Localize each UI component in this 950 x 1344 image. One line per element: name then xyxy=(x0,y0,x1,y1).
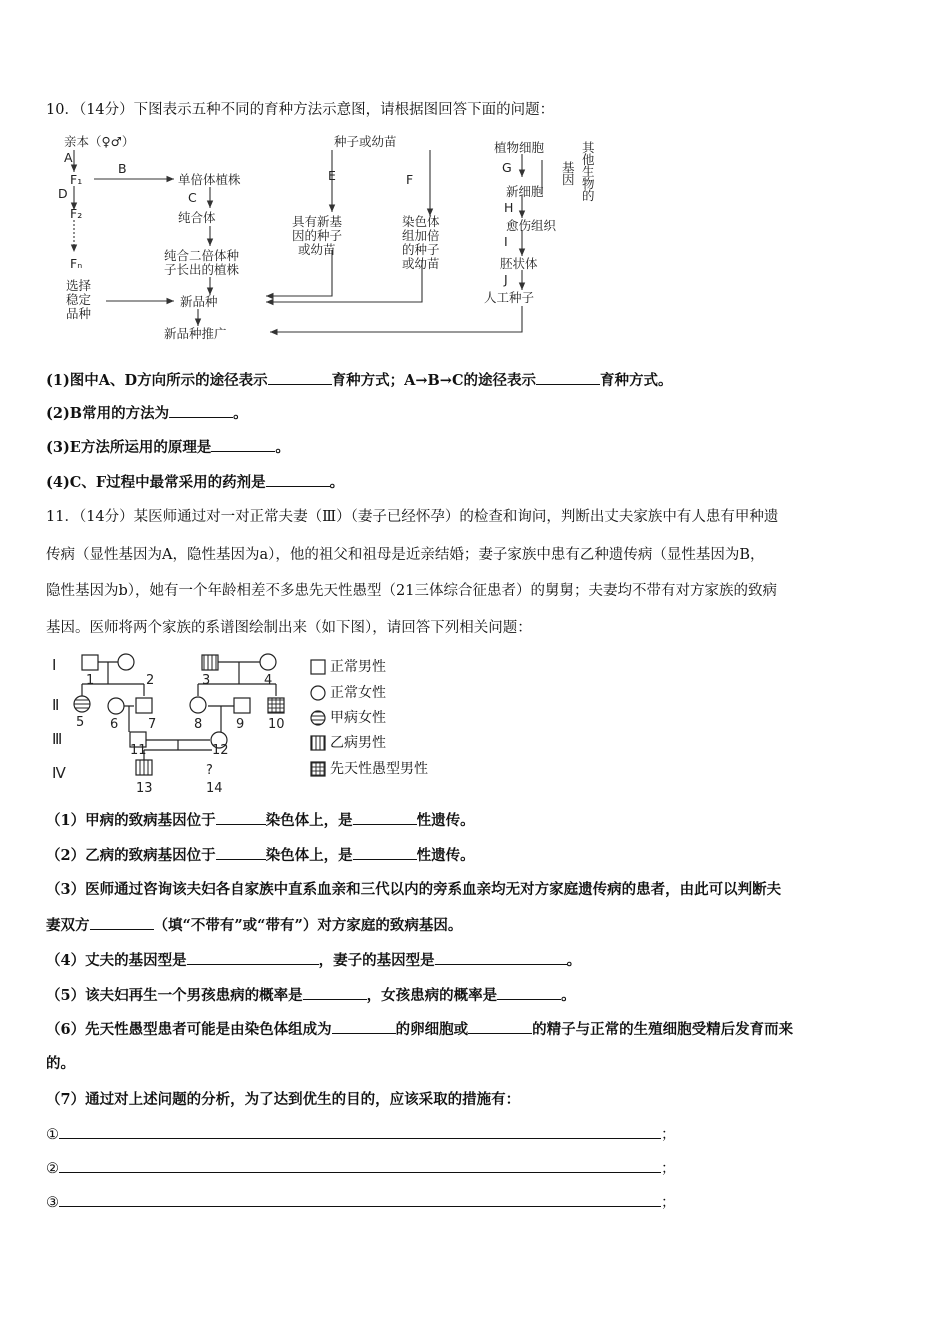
other-char4: 物 xyxy=(582,176,595,191)
q11-stem-line2: 传病（显性基因为A，隐性基因为a），他的祖父和祖母是近亲结婚；妻子家族中患有乙种遗传病（显性基因为B， xyxy=(46,547,765,563)
label-12: 12 xyxy=(212,743,229,758)
label-13: 13 xyxy=(136,781,153,796)
answer-blank[interactable] xyxy=(332,1019,396,1034)
measure-1: ① ； xyxy=(46,1124,676,1145)
individual-13 xyxy=(136,760,152,775)
label-7: 7 xyxy=(148,717,157,732)
select-line1: 选择 xyxy=(66,278,92,293)
q11-part4: （4）丈夫的基因型是 ，妻子的基因型是 。 xyxy=(46,952,582,969)
q10-part2: (2)B常用的方法为 。 xyxy=(46,405,248,422)
q11-part6-line2: 的。 xyxy=(46,1055,75,1072)
step-h-label: H xyxy=(504,200,514,215)
answer-blank[interactable] xyxy=(90,915,154,930)
individual-10 xyxy=(268,698,284,713)
pure-line-label: 纯合体 xyxy=(178,210,216,225)
striped-square-icon xyxy=(310,735,326,751)
gene-char1: 基 xyxy=(562,160,575,175)
step-i-label: I xyxy=(504,234,508,249)
answer-blank[interactable] xyxy=(497,985,561,1000)
q10-part3: (3)E方法所运用的原理是 。 xyxy=(46,439,290,456)
new-gene-line3: 或幼苗 xyxy=(298,242,336,257)
label-2: 2 xyxy=(146,673,155,688)
measure-3: ③ ； xyxy=(46,1192,676,1213)
answer-blank[interactable] xyxy=(169,403,233,418)
label-8: 8 xyxy=(194,717,203,732)
q11-part7: （7）通过对上述问题的分析，为了达到优生的目的，应该采取的措施有： xyxy=(46,1091,521,1108)
new-cell-label: 新细胞 xyxy=(506,184,544,199)
individual-5 xyxy=(74,696,90,712)
new-gene-line1: 具有新基 xyxy=(292,214,343,229)
other-char2: 他 xyxy=(582,152,595,167)
q11-part3-line1: （3）医师通过咨询该夫妇各自家族中直系血亲和三代以内的旁系血亲均无对方家庭遗传病的患者，由此可以判断夫 xyxy=(46,881,782,898)
square-icon xyxy=(310,659,326,675)
fn-label: Fₙ xyxy=(70,256,83,271)
answer-blank[interactable] xyxy=(536,370,600,385)
haploid-plant-label: 单倍体植株 xyxy=(178,172,241,187)
answer-blank[interactable] xyxy=(187,950,319,965)
select-line2: 稳定 xyxy=(66,292,92,307)
individual-6 xyxy=(108,698,124,714)
label-14: 14 xyxy=(206,781,223,796)
q11-part6-line1: （6）先天性愚型患者可能是由染色体组成为 的卵细胞或 的精子与正常的生殖细胞受精后发育而来 xyxy=(46,1021,794,1038)
step-j-label: J xyxy=(504,272,508,287)
step-e-label: E xyxy=(328,168,336,183)
answer-blank[interactable] xyxy=(468,1019,532,1034)
label-4: 4 xyxy=(264,673,273,688)
label-9: 9 xyxy=(236,717,245,732)
legend-disease-a-female: 甲病女性 xyxy=(310,709,386,729)
individual-4 xyxy=(260,654,276,670)
pedigree-chart xyxy=(46,650,308,798)
generation-ii: Ⅱ xyxy=(52,696,60,714)
q10-stem: 10．（14分）下图表示五种不同的育种方法示意图，请根据图回答下面的问题： xyxy=(46,102,555,118)
artificial-seed-label: 人工种子 xyxy=(484,290,535,305)
parents-label: 亲本（♀♂） xyxy=(64,134,135,149)
legend-normal-female: 正常女性 xyxy=(310,684,386,704)
striped-circle-icon xyxy=(310,710,326,726)
chrom-line1: 染色体 xyxy=(402,214,440,229)
new-gene-line2: 因的种子 xyxy=(292,228,343,243)
other-char1: 其 xyxy=(582,140,595,155)
q11-part1: （1）甲病的致病基因位于 染色体上，是 性遗传。 xyxy=(46,812,475,829)
individual-7 xyxy=(136,698,152,713)
step-c-label: C xyxy=(188,190,197,205)
legend-disease-b-male: 乙病男性 xyxy=(310,734,386,754)
label-1: 1 xyxy=(86,673,95,688)
answer-blank[interactable] xyxy=(211,437,275,452)
circle-icon xyxy=(310,685,326,701)
label-6: 6 xyxy=(110,717,119,732)
answer-blank[interactable] xyxy=(59,1124,661,1139)
doubled-line1: 纯合二倍体种 xyxy=(164,248,240,263)
new-variety-label: 新品种 xyxy=(180,294,218,309)
label-3: 3 xyxy=(202,673,211,688)
individual-3 xyxy=(202,655,218,670)
q10-part1: (1)图中A、D方向所示的途径表示 育种方式；A→B→C的途径表示 育种方式。 xyxy=(46,372,673,389)
q11-stem-line3: 隐性基因为b），她有一个年龄相差不多患先天性愚型（21三体综合征患者）的舅舅；夫妻均不带有对方家族的致病 xyxy=(46,583,777,599)
answer-blank[interactable] xyxy=(303,985,367,1000)
other-char5: 的 xyxy=(582,188,595,203)
embryoid-label: 胚状体 xyxy=(500,256,538,271)
legend-normal-male: 正常男性 xyxy=(310,658,386,678)
individual-2 xyxy=(118,654,134,670)
individual-1 xyxy=(82,655,98,670)
select-line3: 品种 xyxy=(66,306,92,321)
chrom-line2: 组加倍 xyxy=(402,228,440,243)
plant-cell-label: 植物细胞 xyxy=(494,140,545,155)
generation-iii: Ⅲ xyxy=(52,730,63,748)
answer-blank[interactable] xyxy=(268,370,332,385)
answer-blank[interactable] xyxy=(216,810,266,825)
step-a-label: A xyxy=(64,150,73,165)
step-g-label: G xyxy=(502,160,512,175)
measure-2: ② ； xyxy=(46,1158,676,1179)
step-b-label: B xyxy=(118,161,127,176)
callus-label: 愈伤组织 xyxy=(506,218,557,233)
answer-blank[interactable] xyxy=(266,472,330,487)
step-f-label: F xyxy=(406,172,414,187)
individual-9 xyxy=(234,698,250,713)
individual-8 xyxy=(190,697,206,713)
doubled-line2: 子长出的植株 xyxy=(164,262,240,277)
chrom-line3: 的种子 xyxy=(402,242,440,257)
seed-label: 种子或幼苗 xyxy=(334,134,397,149)
f1-label: F₁ xyxy=(70,172,83,187)
grid-square-icon xyxy=(310,761,326,777)
answer-blank[interactable] xyxy=(59,1192,661,1207)
answer-blank[interactable] xyxy=(59,1158,661,1173)
generation-iv: Ⅳ xyxy=(52,764,66,782)
other-char3: 生 xyxy=(582,164,595,179)
answer-blank[interactable] xyxy=(435,950,567,965)
q11-part3-line2: 妻双方 （填“不带有”或“带有”）对方家庭的致病基因。 xyxy=(46,917,463,934)
breeding-methods-diagram xyxy=(52,132,612,344)
label-10: 10 xyxy=(268,717,285,732)
legend-down-male: 先天性愚型男性 xyxy=(310,760,428,780)
answer-blank[interactable] xyxy=(353,810,417,825)
q11-stem-line1: 11．（14分）某医师通过对一对正常夫妻（Ⅲ）（妻子已经怀孕）的检查和询问，判断出丈夫家族中有人患有甲种遗 xyxy=(46,509,779,525)
q11-part5: （5）该夫妇再生一个男孩患病的概率是 ，女孩患病的概率是 。 xyxy=(46,987,576,1004)
generation-i: Ⅰ xyxy=(52,656,57,674)
answer-blank[interactable] xyxy=(216,845,266,860)
f2-label: F₂ xyxy=(70,206,83,221)
gene-char2: 因 xyxy=(562,172,575,187)
q11-stem-line4: 基因。医师将两个家族的系谱图绘制出来（如下图），请回答下列相关问题： xyxy=(46,620,532,636)
q10-part4: (4)C、F过程中最常采用的药剂是 。 xyxy=(46,474,345,491)
label-5: 5 xyxy=(76,715,85,730)
promotion-label: 新品种推广 xyxy=(164,326,227,341)
q11-part2: （2）乙病的致病基因位于 染色体上，是 性遗传。 xyxy=(46,847,475,864)
label-11: 11 xyxy=(130,743,147,758)
label-unknown: ? xyxy=(206,763,213,778)
answer-blank[interactable] xyxy=(353,845,417,860)
chrom-line4: 或幼苗 xyxy=(402,256,440,271)
step-d-label: D xyxy=(58,186,68,201)
